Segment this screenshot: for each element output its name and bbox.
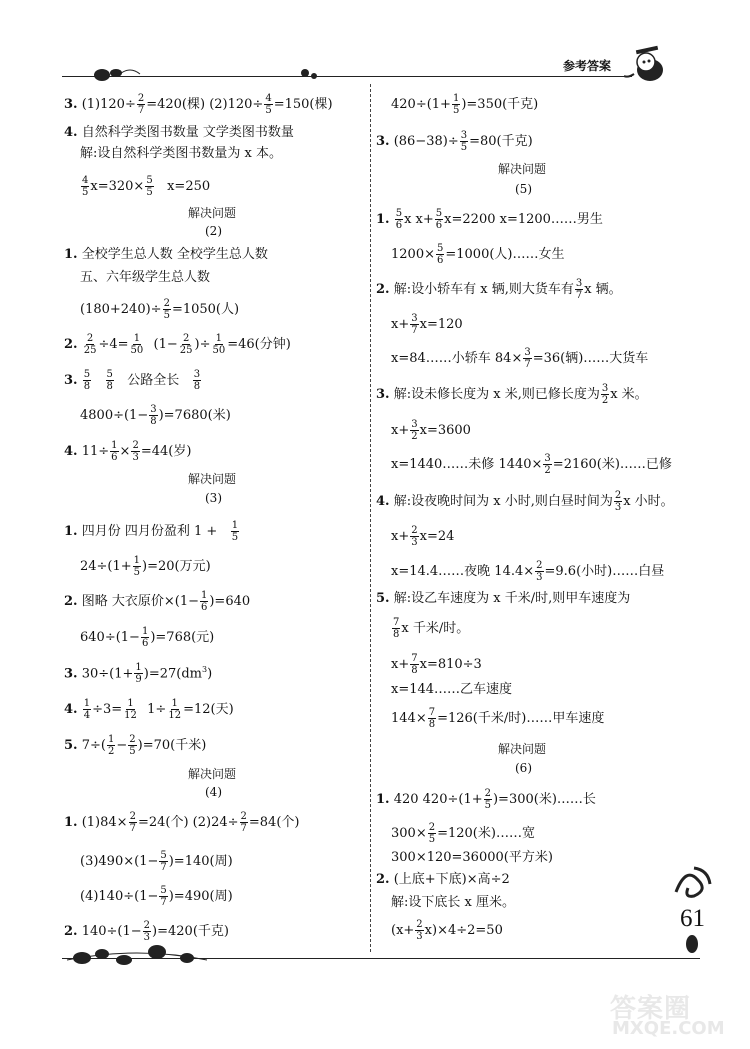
section-title-4: 解决问题 bbox=[188, 767, 237, 781]
q5-5-eq: x+ $\frac{7}{8}$ x=810÷3 bbox=[391, 653, 482, 676]
q5-2-line: 2. 解:设小轿车有 x 辆,则大货车有 $\frac{3}{7}$ x 辆。 bbox=[376, 278, 622, 301]
q3-1-line: 1. 四月份 四月份盈利 1 + $\frac{1}{5}$ bbox=[64, 520, 239, 543]
answer-3-line: 3. (1)120÷ $\frac{2}{7}$ =420(棵) (2)120÷ $\frac{4}{5}$ =150(棵) bbox=[64, 93, 333, 116]
q4-2-line: 2. 140÷(1− $\frac{2}{3}$ )=420(千克) bbox=[64, 920, 229, 943]
answer-4-line: 4. 自然科学类图书数量 文学类图书数量 bbox=[64, 125, 294, 140]
r-line-1: 420÷(1+ $\frac{1}{5}$ )=350(千克) bbox=[391, 93, 539, 116]
section-number-6: (6) bbox=[515, 761, 532, 775]
q5-3-eq: x+ $\frac{3}{2}$ x=3600 bbox=[391, 419, 471, 442]
decorative-swirl-icon bbox=[672, 862, 716, 898]
q4-1-line4: (4)140÷(1− $\frac{5}{7}$ )=490(周) bbox=[80, 885, 233, 908]
q5-5-line: 5. 解:设乙车速度为 x 千米/时,则甲车速度为 bbox=[376, 591, 631, 606]
section-title-3: 解决问题 bbox=[188, 472, 237, 486]
q5-1-eq: 1200× $\frac{5}{6}$ =1000(人)……女生 bbox=[391, 243, 565, 266]
q2-3-line: 3. $\frac{5}{8}$ $\frac{5}{8}$ 公路全长 $\frac{3}{8}$ bbox=[64, 369, 201, 392]
q5-5-result2: 144× $\frac{7}{8}$ =126(千米/时)……甲车速度 bbox=[391, 707, 605, 730]
q5-3-result: x=1440……未修 1440× $\frac{3}{2}$ =2160(米)……已修 bbox=[391, 453, 672, 476]
vine-ornament-bottom bbox=[62, 940, 212, 970]
answer-4-setup: 解:设自然科学类图书数量为 x 本。 bbox=[80, 146, 282, 161]
q2-4-line: 4. 11÷ $\frac{1}{6}$ × $\frac{2}{3}$ =44(岁) bbox=[64, 440, 192, 463]
q2-1-line2: 五、六年级学生总人数 bbox=[80, 270, 211, 285]
answer-4-equation: $\frac{4}{5}$ x=320× $\frac{5}{5}$ x=250 bbox=[82, 175, 211, 198]
section-number-2: (2) bbox=[205, 224, 222, 238]
q5-5-line2: $\frac{7}{8}$ x 千米/时。 bbox=[393, 617, 470, 640]
q3-2-line: 2. 图略 大衣原价×(1− $\frac{1}{6}$ )=640 bbox=[64, 590, 251, 613]
q4-1-line3: (3)490×(1− $\frac{5}{7}$ )=140(周) bbox=[80, 850, 233, 873]
q5-3-line: 3. 解:设未修长度为 x 米,则已修长度为 $\frac{3}{2}$ x 米。 bbox=[376, 383, 648, 406]
q3-2-eq: 640÷(1− $\frac{1}{6}$ )=768(元) bbox=[80, 626, 215, 649]
vine-ornament-top bbox=[90, 64, 330, 84]
header-label: 参考答案 bbox=[563, 59, 612, 73]
q3-5-line: 5. 7÷( $\frac{1}{2}$ − $\frac{2}{5}$ )=70(千米) bbox=[64, 734, 207, 757]
q3-4-line: 4. $\frac{1}{4}$ ÷3= $\frac{1}{12}$ 1÷ $\frac{1}{12}$ =12(天) bbox=[64, 698, 234, 721]
q4-1-line: 1. (1)84× $\frac{2}{7}$ =24(个) (2)24÷ $\frac{2}{7}$ =84(个) bbox=[64, 811, 300, 834]
q2-2-line: 2. $\frac{2}{25}$ ÷4= $\frac{1}{50}$ (1− $\frac{2}{25}$ )÷ $\frac{1}{50}$ =46(分钟) bbox=[64, 333, 291, 356]
q5-2-eq: x+ $\frac{3}{7}$ x=120 bbox=[391, 313, 463, 336]
q5-5-result: x=144……乙车速度 bbox=[391, 682, 513, 697]
section-title-5: 解决问题 bbox=[498, 162, 547, 176]
section-number-5: (5) bbox=[515, 182, 532, 196]
q6-1-eq: 300× $\frac{2}{5}$ =120(米)……宽 bbox=[391, 822, 535, 845]
q6-2-eq: (x+ $\frac{2}{3}$ x)×4÷2=50 bbox=[391, 919, 503, 942]
q6-1-area: 300×120=36000(平方米) bbox=[391, 850, 553, 865]
cartoon-student-icon bbox=[622, 40, 682, 84]
q5-4-line: 4. 解:设夜晚时间为 x 小时,则白昼时间为 $\frac{2}{3}$ x 小时。 bbox=[376, 490, 674, 513]
q6-1-line: 1. 420 420÷(1+ $\frac{2}{5}$ )=300(米)……长 bbox=[376, 788, 596, 811]
page-number: 61 bbox=[680, 905, 705, 932]
q2-3-eq: 4800÷(1− $\frac{3}{8}$ )=7680(米) bbox=[80, 404, 231, 427]
section-title-2: 解决问题 bbox=[188, 206, 237, 220]
q2-1-line: 1. 全校学生总人数 全校学生总人数 bbox=[64, 247, 268, 262]
q5-2-result: x=84……小轿车 84× $\frac{3}{7}$ =36(辆)……大货车 bbox=[391, 347, 649, 370]
q6-2-setup: 解:设下底长 x 厘米。 bbox=[391, 895, 515, 910]
r-answer-3: 3. (86−38)÷ $\frac{3}{5}$ =80(千克) bbox=[376, 130, 533, 153]
q3-3-line: 3. 30÷(1+ $\frac{1}{9}$ )$=27(dm^3)$ bbox=[64, 662, 213, 686]
q2-1-eq: (180+240)÷ $\frac{2}{5}$ =1050(人) bbox=[80, 298, 240, 321]
q5-4-eq: x+ $\frac{2}{3}$ x=24 bbox=[391, 525, 455, 548]
q5-4-result: x=14.4……夜晚 14.4× $\frac{2}{3}$ =9.6(小时)……白昼 bbox=[391, 560, 665, 583]
q3-1-eq: 24÷(1+ $\frac{1}{5}$ )=20(万元) bbox=[80, 555, 211, 578]
leaf-ornament-icon bbox=[680, 930, 704, 960]
watermark-url: MXQE.COM bbox=[612, 1018, 725, 1039]
fraction: $\frac{2}{7}$ bbox=[137, 93, 145, 116]
q5-1-line: 1. $\frac{5}{6}$ x x+ $\frac{5}{6}$ x=2200 x=1200……男生 bbox=[376, 208, 603, 231]
section-number-3: (3) bbox=[205, 491, 222, 505]
watermark-text: 答案圈 bbox=[610, 994, 692, 1024]
column-divider bbox=[370, 84, 371, 952]
fraction: $\frac{4}{5}$ bbox=[265, 93, 272, 116]
q6-2-line: 2. (上底+下底)×高÷2 bbox=[376, 872, 510, 887]
section-title-6: 解决问题 bbox=[498, 742, 547, 756]
section-number-4: (4) bbox=[205, 785, 222, 799]
